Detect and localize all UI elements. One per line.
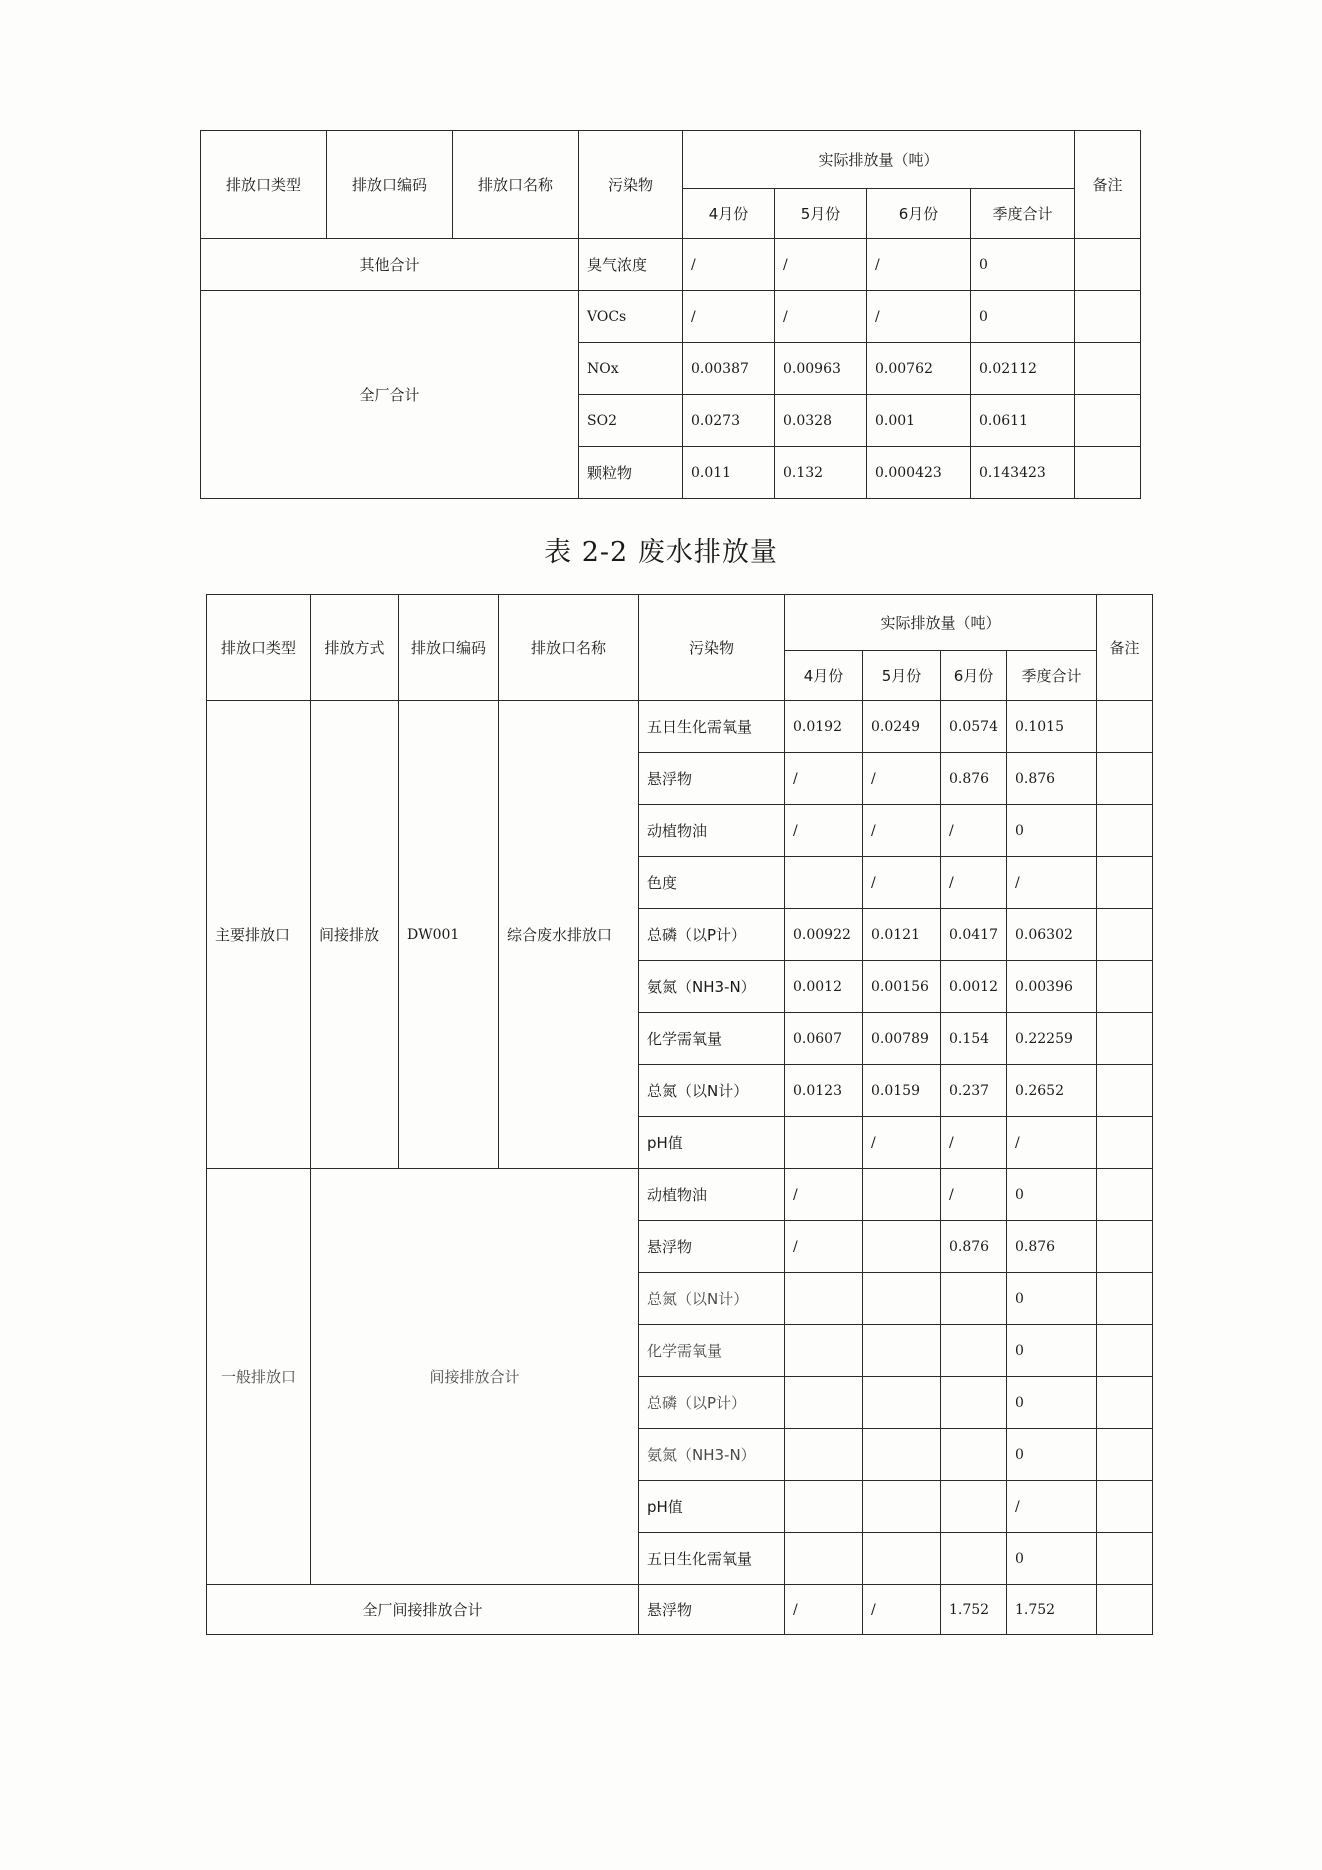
table-row [207, 1585, 1153, 1635]
may-value [863, 1273, 941, 1325]
june-value: 1.752 [941, 1585, 1007, 1635]
may-value: / [775, 239, 867, 291]
june-value: / [867, 239, 971, 291]
pollutant-cell: 氨氮（NH3-N） [639, 961, 785, 1013]
may-value [863, 1429, 941, 1481]
quarter-value: 0 [1007, 1169, 1097, 1221]
quarter-value: 0.876 [1007, 1221, 1097, 1273]
quarter-value: / [1007, 1117, 1097, 1169]
june-value: 0.876 [941, 1221, 1007, 1273]
april-value: / [683, 239, 775, 291]
april-value: 0.011 [683, 447, 775, 499]
may-value [863, 1533, 941, 1585]
quarter-value: 0.06302 [1007, 909, 1097, 961]
april-value: / [785, 1169, 863, 1221]
remark-cell [1097, 909, 1153, 961]
may-value: / [775, 291, 867, 343]
may-value: / [863, 1585, 941, 1635]
june-value [941, 1325, 1007, 1377]
april-value: / [683, 291, 775, 343]
header-april: 4月份 [683, 189, 775, 239]
header-outlet-name: 排放口名称 [453, 131, 579, 239]
april-value: / [785, 805, 863, 857]
header-remark: 备注 [1075, 131, 1141, 239]
june-value: 0.001 [867, 395, 971, 447]
may-value: 0.00156 [863, 961, 941, 1013]
main-outlet-code: DW001 [399, 701, 499, 1169]
remark-cell [1097, 1585, 1153, 1635]
june-value: / [941, 1117, 1007, 1169]
pollutant-cell: 氨氮（NH3-N） [639, 1429, 785, 1481]
remark-cell [1097, 961, 1153, 1013]
april-value: / [785, 1585, 863, 1635]
april-value [785, 1325, 863, 1377]
pollutant-cell: 颗粒物 [579, 447, 683, 499]
remark-cell [1097, 1169, 1153, 1221]
may-value [863, 1481, 941, 1533]
remark-cell [1097, 1481, 1153, 1533]
may-value [863, 1169, 941, 1221]
june-value [941, 1429, 1007, 1481]
may-value [863, 1325, 941, 1377]
pollutant-cell: 总氮（以N计） [639, 1273, 785, 1325]
remark-cell [1097, 1533, 1153, 1585]
table-row [207, 701, 1153, 753]
may-value [863, 1221, 941, 1273]
quarter-value: 0.2652 [1007, 1065, 1097, 1117]
pollutant-cell: NOx [579, 343, 683, 395]
header-actual-emission: 实际排放量（吨） [683, 131, 1075, 189]
april-value: 0.00387 [683, 343, 775, 395]
june-value: 0.0417 [941, 909, 1007, 961]
header-pollutant: 污染物 [579, 131, 683, 239]
may-value: 0.0328 [775, 395, 867, 447]
april-value [785, 857, 863, 909]
quarter-value: 0 [1007, 1533, 1097, 1585]
remark-cell [1097, 753, 1153, 805]
header-outlet-type: 排放口类型 [207, 595, 311, 701]
pollutant-cell: 臭气浓度 [579, 239, 683, 291]
april-value: 0.0273 [683, 395, 775, 447]
quarter-value: 0.02112 [971, 343, 1075, 395]
april-value: 0.0123 [785, 1065, 863, 1117]
header-pollutant: 污染物 [639, 595, 785, 701]
june-value: / [941, 1169, 1007, 1221]
quarter-value: 0.22259 [1007, 1013, 1097, 1065]
quarter-value: 0 [971, 239, 1075, 291]
header-remark: 备注 [1097, 595, 1153, 701]
header-outlet-name: 排放口名称 [499, 595, 639, 701]
april-value [785, 1533, 863, 1585]
header-outlet-code: 排放口编码 [327, 131, 453, 239]
remark-cell [1097, 1273, 1153, 1325]
june-value: / [867, 291, 971, 343]
may-value: / [863, 753, 941, 805]
may-value: 0.0121 [863, 909, 941, 961]
header-june: 6月份 [941, 651, 1007, 701]
may-value: 0.00789 [863, 1013, 941, 1065]
quarter-value: / [1007, 1481, 1097, 1533]
quarter-value: 1.752 [1007, 1585, 1097, 1635]
quarter-value: 0.876 [1007, 753, 1097, 805]
quarter-value: 0.0611 [971, 395, 1075, 447]
pollutant-cell: VOCs [579, 291, 683, 343]
remark-cell [1075, 239, 1141, 291]
main-outlet-method: 间接排放 [311, 701, 399, 1169]
pollutant-cell: 动植物油 [639, 1169, 785, 1221]
pollutant-cell: 总磷（以P计） [639, 1377, 785, 1429]
indirect-subtotal-label: 间接排放合计 [311, 1169, 639, 1585]
april-value: 0.0607 [785, 1013, 863, 1065]
april-value [785, 1273, 863, 1325]
header-outlet-code: 排放口编码 [399, 595, 499, 701]
quarter-value: 0 [971, 291, 1075, 343]
plant-indirect-total-label: 全厂间接排放合计 [207, 1585, 639, 1635]
june-value: / [941, 857, 1007, 909]
may-value: 0.0249 [863, 701, 941, 753]
quarter-value: / [1007, 857, 1097, 909]
quarter-value: 0.143423 [971, 447, 1075, 499]
remark-cell [1075, 395, 1141, 447]
june-value [941, 1533, 1007, 1585]
remark-cell [1075, 343, 1141, 395]
april-value: / [785, 1221, 863, 1273]
june-value: 0.154 [941, 1013, 1007, 1065]
remark-cell [1075, 291, 1141, 343]
remark-cell [1097, 1429, 1153, 1481]
april-value [785, 1117, 863, 1169]
pollutant-cell: 悬浮物 [639, 753, 785, 805]
april-value: 0.0192 [785, 701, 863, 753]
pollutant-cell: SO2 [579, 395, 683, 447]
table-caption: 表 2-2 废水排放量 [544, 537, 778, 568]
pollutant-cell: 化学需氧量 [639, 1013, 785, 1065]
main-outlet-name: 综合废水排放口 [499, 701, 639, 1169]
pollutant-cell: 化学需氧量 [639, 1325, 785, 1377]
may-value: / [863, 805, 941, 857]
quarter-value: 0.00396 [1007, 961, 1097, 1013]
june-value [941, 1273, 1007, 1325]
remark-cell [1097, 1221, 1153, 1273]
wastewater-emission-table [206, 594, 1153, 1635]
pollutant-cell: 总氮（以N计） [639, 1065, 785, 1117]
main-outlet-type: 主要排放口 [207, 701, 311, 1169]
table-row [207, 1169, 1153, 1221]
may-value: / [863, 1117, 941, 1169]
june-value [941, 1377, 1007, 1429]
quarter-value: 0.1015 [1007, 701, 1097, 753]
pollutant-cell: 色度 [639, 857, 785, 909]
plant-total-label: 全厂合计 [201, 291, 579, 499]
pollutant-cell: 悬浮物 [639, 1221, 785, 1273]
pollutant-cell: 动植物油 [639, 805, 785, 857]
april-value: 0.00922 [785, 909, 863, 961]
pollutant-cell: 悬浮物 [639, 1585, 785, 1635]
remark-cell [1097, 701, 1153, 753]
may-value: 0.132 [775, 447, 867, 499]
table-row [201, 291, 1141, 343]
header-quarter: 季度合计 [1007, 651, 1097, 701]
may-value: 0.00963 [775, 343, 867, 395]
may-value: / [863, 857, 941, 909]
june-value: 0.0012 [941, 961, 1007, 1013]
april-value: 0.0012 [785, 961, 863, 1013]
remark-cell [1097, 857, 1153, 909]
pollutant-cell: pH值 [639, 1117, 785, 1169]
remark-cell [1097, 805, 1153, 857]
remark-cell [1097, 1065, 1153, 1117]
quarter-value: 0 [1007, 1377, 1097, 1429]
remark-cell [1097, 1377, 1153, 1429]
quarter-value: 0 [1007, 1429, 1097, 1481]
april-value: / [785, 753, 863, 805]
pollutant-cell: 五日生化需氧量 [639, 1533, 785, 1585]
remark-cell [1097, 1013, 1153, 1065]
header-method: 排放方式 [311, 595, 399, 701]
june-value: 0.0574 [941, 701, 1007, 753]
remark-cell [1097, 1325, 1153, 1377]
june-value: 0.00762 [867, 343, 971, 395]
june-value: / [941, 805, 1007, 857]
june-value [941, 1481, 1007, 1533]
june-value: 0.876 [941, 753, 1007, 805]
header-june: 6月份 [867, 189, 971, 239]
header-quarter: 季度合计 [971, 189, 1075, 239]
pollutant-cell: 总磷（以P计） [639, 909, 785, 961]
quarter-value: 0 [1007, 1325, 1097, 1377]
general-outlet-type: 一般排放口 [207, 1169, 311, 1585]
header-actual-emission: 实际排放量（吨） [785, 595, 1097, 651]
header-april: 4月份 [785, 651, 863, 701]
june-value: 0.000423 [867, 447, 971, 499]
air-emission-table [200, 130, 1141, 499]
header-may: 5月份 [863, 651, 941, 701]
table-row [201, 239, 1141, 291]
header-may: 5月份 [775, 189, 867, 239]
pollutant-cell: 五日生化需氧量 [639, 701, 785, 753]
april-value [785, 1481, 863, 1533]
may-value: 0.0159 [863, 1065, 941, 1117]
april-value [785, 1377, 863, 1429]
may-value [863, 1377, 941, 1429]
quarter-value: 0 [1007, 805, 1097, 857]
quarter-value: 0 [1007, 1273, 1097, 1325]
remark-cell [1075, 447, 1141, 499]
june-value: 0.237 [941, 1065, 1007, 1117]
header-outlet-type: 排放口类型 [201, 131, 327, 239]
april-value [785, 1429, 863, 1481]
remark-cell [1097, 1117, 1153, 1169]
pollutant-cell: pH值 [639, 1481, 785, 1533]
other-total-label: 其他合计 [201, 239, 579, 291]
